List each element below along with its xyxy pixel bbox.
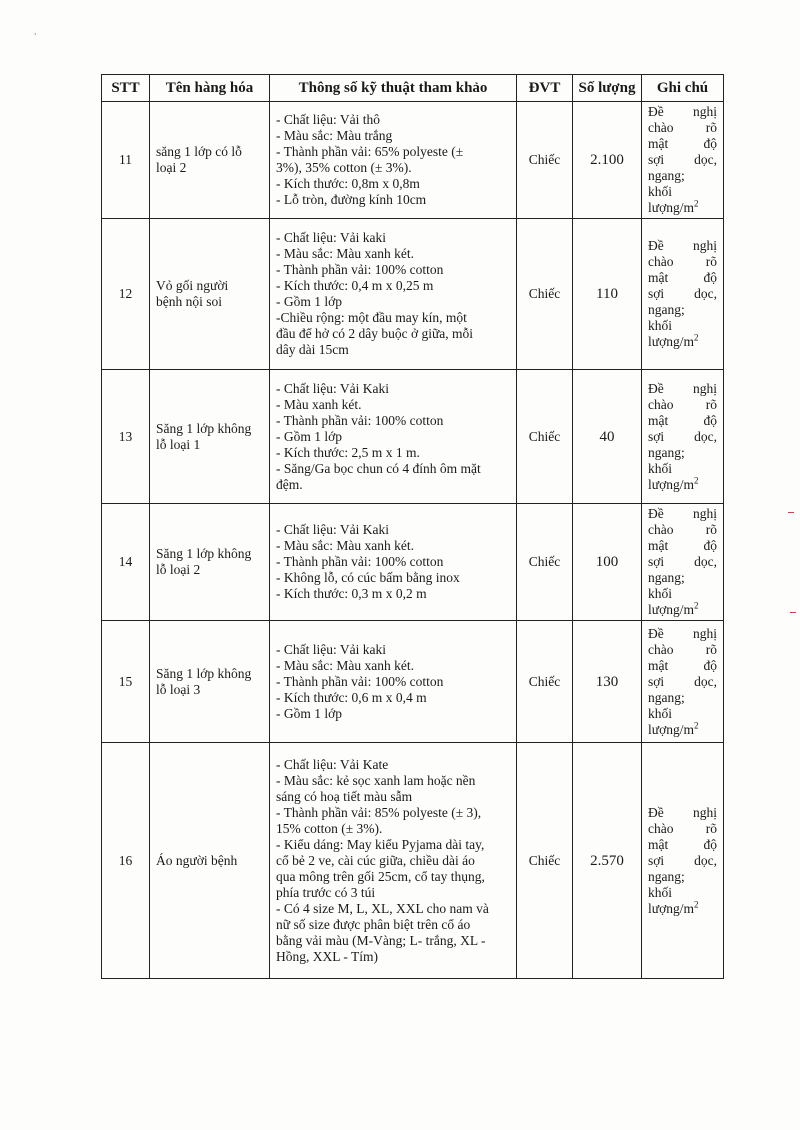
table-row — [102, 370, 724, 504]
note-line: sợi dọc, — [648, 428, 717, 444]
note-line: mật độ — [648, 836, 717, 852]
spec-line: - Săng/Ga bọc chun có 4 đính ôm mặt — [276, 460, 481, 476]
note-line: khối — [648, 460, 673, 476]
cell-note — [642, 743, 724, 979]
cell-qty: 100 — [573, 504, 642, 621]
spec-line: - Gồm 1 lớp — [276, 705, 343, 721]
cell-qty: 40 — [573, 370, 642, 504]
cell-unit: Chiếc — [517, 370, 573, 504]
cell-item-name — [150, 743, 270, 979]
spec-line: - Chất liệu: Vải thô — [276, 112, 380, 127]
note-line: ngang; — [648, 168, 685, 183]
spec-line: bằng vải màu (M-Vàng; L- trắng, XL - — [276, 932, 486, 948]
spec-line: 15% cotton (± 3%). — [276, 820, 383, 836]
table-row — [102, 102, 724, 219]
cell-spec — [270, 102, 517, 219]
spec-line: - Chất liệu: Vải kaki — [276, 230, 386, 245]
note-line: chào rõ — [648, 522, 717, 537]
note-line — [648, 200, 717, 216]
note-line — [648, 602, 717, 618]
cell-unit: Chiếc — [517, 621, 573, 743]
spec-line: - Màu sắc: Màu xanh két. — [276, 246, 414, 261]
note-line: ngang; — [648, 444, 685, 460]
spec-line: - Chất liệu: Vải Kaki — [276, 522, 389, 537]
item-name-line: Săng 1 lớp không — [156, 420, 252, 436]
table-row — [102, 219, 724, 370]
cell-qty: 130 — [573, 621, 642, 743]
cell-stt: 11 — [102, 102, 150, 219]
cell-item-name — [150, 621, 270, 743]
cell-qty: 2.570 — [573, 743, 642, 979]
spec-line: - Thành phần vải: 100% cotton — [276, 673, 444, 689]
cell-stt: 14 — [102, 504, 150, 621]
cell-note — [642, 219, 724, 370]
spec-line: - Màu sắc: Màu xanh két. — [276, 657, 414, 673]
note-line: ngang; — [648, 302, 685, 317]
item-name-line: Săng 1 lớp không — [156, 665, 252, 681]
spec-line: - Không lỗ, có cúc bấm bằng inox — [276, 570, 460, 585]
spec-line: - Màu xanh két. — [276, 396, 362, 412]
note-line: Đề nghị — [648, 104, 717, 119]
note-line: mật độ — [648, 270, 717, 285]
note-line-text: lượng/m — [648, 334, 694, 349]
superscript: 2 — [693, 600, 699, 611]
cell-note — [642, 621, 724, 743]
note-line — [648, 334, 717, 350]
cell-item-name — [150, 504, 270, 621]
edge-mark — [788, 512, 794, 513]
spec-line: - Gồm 1 lớp — [276, 428, 343, 444]
cell-note — [642, 102, 724, 219]
note-line: Đề nghị — [648, 238, 717, 253]
spec-line: - Lỗ tròn, đường kính 10cm — [276, 192, 427, 207]
spec-line: 3%), 35% cotton (± 3%). — [276, 160, 412, 175]
note-line: chào rõ — [648, 254, 717, 269]
note-line: mật độ — [648, 136, 717, 151]
spec-line: - Thành phần vải: 65% polyeste (± — [276, 144, 464, 159]
note-line: chào rõ — [648, 641, 717, 657]
cell-spec — [270, 743, 517, 979]
cell-spec — [270, 504, 517, 621]
table-row — [102, 743, 724, 979]
spec-line: đệm. — [276, 476, 303, 492]
spec-line: - Kích thước: 0,3 m x 0,2 m — [276, 586, 427, 601]
note-line — [648, 901, 717, 917]
note-line-text: lượng/m — [648, 476, 694, 492]
note-line — [648, 477, 717, 493]
note-line: Đề nghị — [648, 804, 717, 820]
header-unit: ĐVT — [517, 75, 573, 102]
note-line: khối — [648, 705, 673, 721]
cell-unit: Chiếc — [517, 102, 573, 219]
spec-line: dây dài 15cm — [276, 342, 349, 357]
spec-line: - Kích thước: 2,5 m x 1 m. — [276, 444, 420, 460]
cell-stt: 12 — [102, 219, 150, 370]
note-line: Đề nghị — [648, 380, 717, 396]
spec-line: - Màu sắc: Màu trắng — [276, 128, 393, 143]
note-line: chào rõ — [648, 396, 717, 412]
note-line: chào rõ — [648, 120, 717, 135]
spec-line: - Kích thước: 0,4 m x 0,25 m — [276, 278, 434, 293]
spec-line: qua mông trên gối 25cm, cổ tay thụng, — [276, 868, 485, 884]
item-name-line: lỗ loại 3 — [156, 681, 201, 697]
spec-line: - Thành phần vải: 100% cotton — [276, 412, 444, 428]
note-line: chào rõ — [648, 820, 717, 836]
note-line: sợi dọc, — [648, 673, 717, 689]
superscript: 2 — [693, 720, 699, 730]
spec-line: nữ số size được phân biệt trên cổ áo — [276, 916, 471, 932]
spec-line: cổ bẻ 2 ve, cài cúc giữa, chiều dài áo — [276, 852, 475, 868]
note-line: mật độ — [648, 412, 717, 428]
table-row — [102, 504, 724, 621]
edge-mark — [790, 612, 796, 613]
note-line: sợi dọc, — [648, 852, 717, 868]
note-line-text: lượng/m — [648, 200, 694, 215]
superscript: 2 — [693, 332, 699, 343]
note-line: Đề nghị — [648, 506, 717, 521]
spec-line: đầu để hở có 2 dây buộc ở giữa, mỗi — [276, 326, 474, 341]
item-name-line: Vỏ gối người — [156, 278, 229, 293]
table-row — [102, 621, 724, 743]
spec-line: - Có 4 size M, L, XL, XXL cho nam và — [276, 900, 489, 916]
cell-note — [642, 370, 724, 504]
spec-line: - Thành phần vải: 100% cotton — [276, 554, 444, 569]
spec-line: - Màu sắc: kẻ sọc xanh lam hoặc nền — [276, 772, 476, 788]
note-line: khối — [648, 184, 673, 199]
cell-qty: 110 — [573, 219, 642, 370]
table-header-row — [102, 75, 724, 102]
note-line: sợi dọc, — [648, 152, 717, 167]
spec-line: - Chất liệu: Vải Kate — [276, 756, 389, 772]
product-spec-table — [101, 74, 724, 979]
note-line-text: lượng/m — [648, 900, 694, 916]
cell-spec — [270, 370, 517, 504]
note-line: Đề nghị — [648, 625, 717, 641]
note-line: ngang; — [648, 868, 685, 884]
item-name-line: loại 2 — [156, 160, 187, 175]
note-line: khối — [648, 586, 673, 601]
header-note: Ghi chú — [642, 75, 724, 102]
cell-note — [642, 504, 724, 621]
spec-line: sáng có hoạ tiết màu sẫm — [276, 788, 413, 804]
header-name: Tên hàng hóa — [150, 75, 270, 102]
spec-line: phía trước có 3 túi — [276, 884, 376, 900]
spec-line: Hồng, XXL - Tím) — [276, 948, 378, 964]
header-stt: STT — [102, 75, 150, 102]
superscript: 2 — [693, 198, 699, 209]
cell-unit: Chiếc — [517, 504, 573, 621]
spec-line: - Kích thước: 0,8m x 0,8m — [276, 176, 420, 191]
note-line: ngang; — [648, 689, 685, 705]
header-qty: Số lượng — [573, 75, 642, 102]
note-line: mật độ — [648, 538, 717, 553]
superscript: 2 — [693, 475, 699, 485]
spec-line: -Chiều rộng: một đầu may kín, một — [276, 310, 467, 325]
spec-line: - Chất liệu: Vải Kaki — [276, 380, 389, 396]
item-name-line: Áo người bệnh — [156, 852, 238, 868]
note-line: sợi dọc, — [648, 286, 717, 301]
spec-line: - Kích thước: 0,6 m x 0,4 m — [276, 689, 427, 705]
spec-line: - Thành phần vải: 85% polyeste (± 3), — [276, 804, 482, 820]
cell-unit: Chiếc — [517, 743, 573, 979]
cell-unit: Chiếc — [517, 219, 573, 370]
cell-item-name — [150, 370, 270, 504]
header-spec: Thông số kỹ thuật tham khảo — [270, 75, 517, 102]
spec-line: - Thành phần vải: 100% cotton — [276, 262, 444, 277]
item-name-line: bệnh nội soi — [156, 294, 222, 309]
spec-line: - Màu sắc: Màu xanh két. — [276, 538, 414, 553]
cell-spec — [270, 219, 517, 370]
note-line: khối — [648, 884, 673, 900]
item-name-line: Săng 1 lớp không — [156, 546, 252, 561]
cell-stt: 16 — [102, 743, 150, 979]
superscript: 2 — [693, 899, 699, 909]
cell-qty: 2.100 — [573, 102, 642, 219]
spec-line: - Gồm 1 lớp — [276, 294, 343, 309]
spec-line: - Kiểu dáng: May kiểu Pyjama dài tay, — [276, 836, 485, 852]
spec-line: - Chất liệu: Vải kaki — [276, 641, 386, 657]
note-line: khối — [648, 318, 673, 333]
cell-spec — [270, 621, 517, 743]
note-line — [648, 722, 717, 738]
item-name-line: lỗ loại 2 — [156, 562, 201, 577]
cell-stt: 15 — [102, 621, 150, 743]
scan-speck: , — [34, 26, 37, 37]
note-line: ngang; — [648, 570, 685, 585]
cell-stt: 13 — [102, 370, 150, 504]
note-line-text: lượng/m — [648, 602, 694, 617]
note-line: sợi dọc, — [648, 554, 717, 569]
item-name-line: lỗ loại 1 — [156, 436, 201, 452]
note-line-text: lượng/m — [648, 721, 694, 737]
note-line: mật độ — [648, 657, 717, 673]
item-name-line: săng 1 lớp có lỗ — [156, 144, 242, 159]
cell-item-name — [150, 219, 270, 370]
cell-item-name — [150, 102, 270, 219]
